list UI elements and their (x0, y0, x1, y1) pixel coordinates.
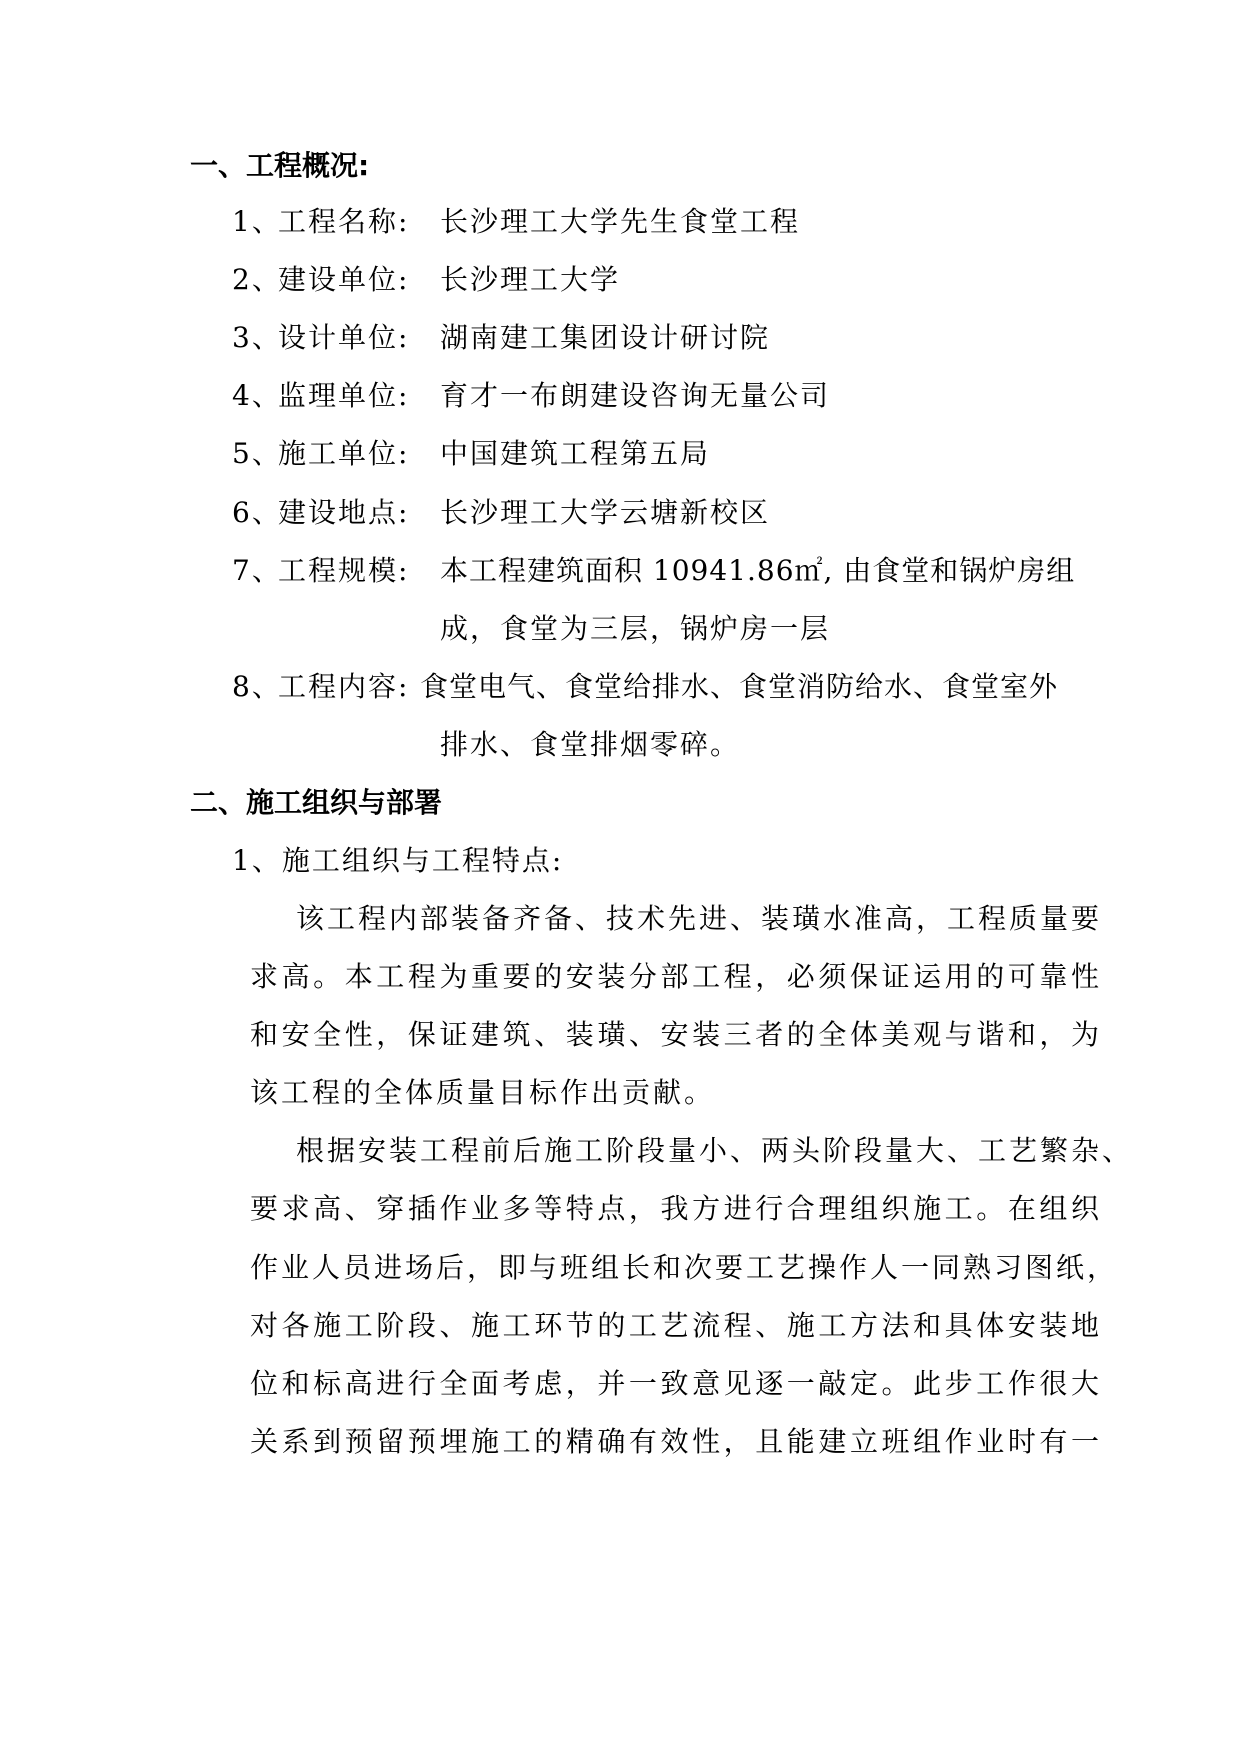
item-number: 6、 (232, 496, 282, 529)
paragraph1-line: 该工程的全体质量目标作出贡献。 (250, 1076, 716, 1109)
item-value: 长沙理工大学先生食堂工程 (440, 205, 801, 238)
paragraph2-line: 要求高、穿插作业多等特点，我方进行合理组织施工。在组织 (250, 1192, 1102, 1225)
content-continuation: 排水、食堂排烟零碎。 (440, 728, 741, 761)
content-item (232, 667, 1059, 707)
item-label: 监理单位: (278, 379, 410, 412)
item-value: 本工程建筑面积 10941.86㎡, 由食堂和锅炉房组 (440, 554, 1076, 587)
item-value: 长沙理工大学 (440, 263, 621, 296)
paragraph2-line: 对各施工阶段、施工环节的工艺流程、施工方法和具体安装地 (250, 1309, 1102, 1342)
item-label: 建设单位: (278, 263, 410, 296)
scale-continuation: 成，食堂为三层，锅炉房一层 (440, 612, 831, 645)
item-number: 3、 (232, 321, 282, 354)
contractor-item (232, 434, 711, 474)
scale-item (232, 551, 1076, 591)
section2-heading: 二、施工组织与部署 (190, 786, 443, 819)
section1-heading: 一、工程概况: (190, 149, 370, 182)
subsection-title: 1、施工组织与工程特点: (232, 844, 564, 877)
project-name-item (232, 202, 801, 242)
paragraph2-line: 位和标高进行全面考虑，并一致意见逐一敲定。此步工作很大 (250, 1367, 1102, 1400)
item-value: 食堂电气、食堂给排水、食堂消防给水、食堂室外 (420, 670, 1059, 703)
construction-unit-item (232, 260, 621, 300)
design-unit-item (232, 318, 771, 358)
item-label: 施工单位: (278, 437, 410, 470)
paragraph2-line: 关系到预留预埋施工的精确有效性，且能建立班组作业时有一 (250, 1425, 1102, 1458)
paragraph1-line: 求高。本工程为重要的安装分部工程，必须保证运用的可靠性 (250, 960, 1102, 993)
item-number: 1、 (232, 205, 282, 238)
location-item (232, 493, 771, 533)
item-number: 5、 (232, 437, 282, 470)
item-label: 工程名称: (278, 205, 410, 238)
paragraph2-line: 根据安装工程前后施工阶段量小、两头阶段量大、工艺繁杂、 (296, 1134, 1134, 1167)
supervision-unit-item (232, 376, 831, 416)
item-value: 长沙理工大学云塘新校区 (440, 496, 771, 529)
paragraph1-line: 该工程内部装备齐备、技术先进、装璜水准高，工程质量要 (296, 902, 1103, 935)
item-value: 中国建筑工程第五局 (440, 437, 711, 470)
item-label: 工程规模: (278, 554, 410, 587)
item-number: 2、 (232, 263, 282, 296)
item-number: 7、 (232, 554, 282, 587)
item-label: 设计单位: (278, 321, 410, 354)
paragraph1-line: 和安全性，保证建筑、装璜、安装三者的全体美观与谐和，为 (250, 1018, 1102, 1051)
item-label: 工程内容: (278, 670, 410, 703)
item-value: 育才一布朗建设咨询无量公司 (440, 379, 831, 412)
item-value: 湖南建工集团设计研讨院 (440, 321, 771, 354)
item-number: 8、 (232, 670, 282, 703)
item-number: 4、 (232, 379, 282, 412)
item-label: 建设地点: (278, 496, 410, 529)
paragraph2-line: 作业人员进场后，即与班组长和次要工艺操作人一同熟习图纸， (250, 1251, 1119, 1284)
